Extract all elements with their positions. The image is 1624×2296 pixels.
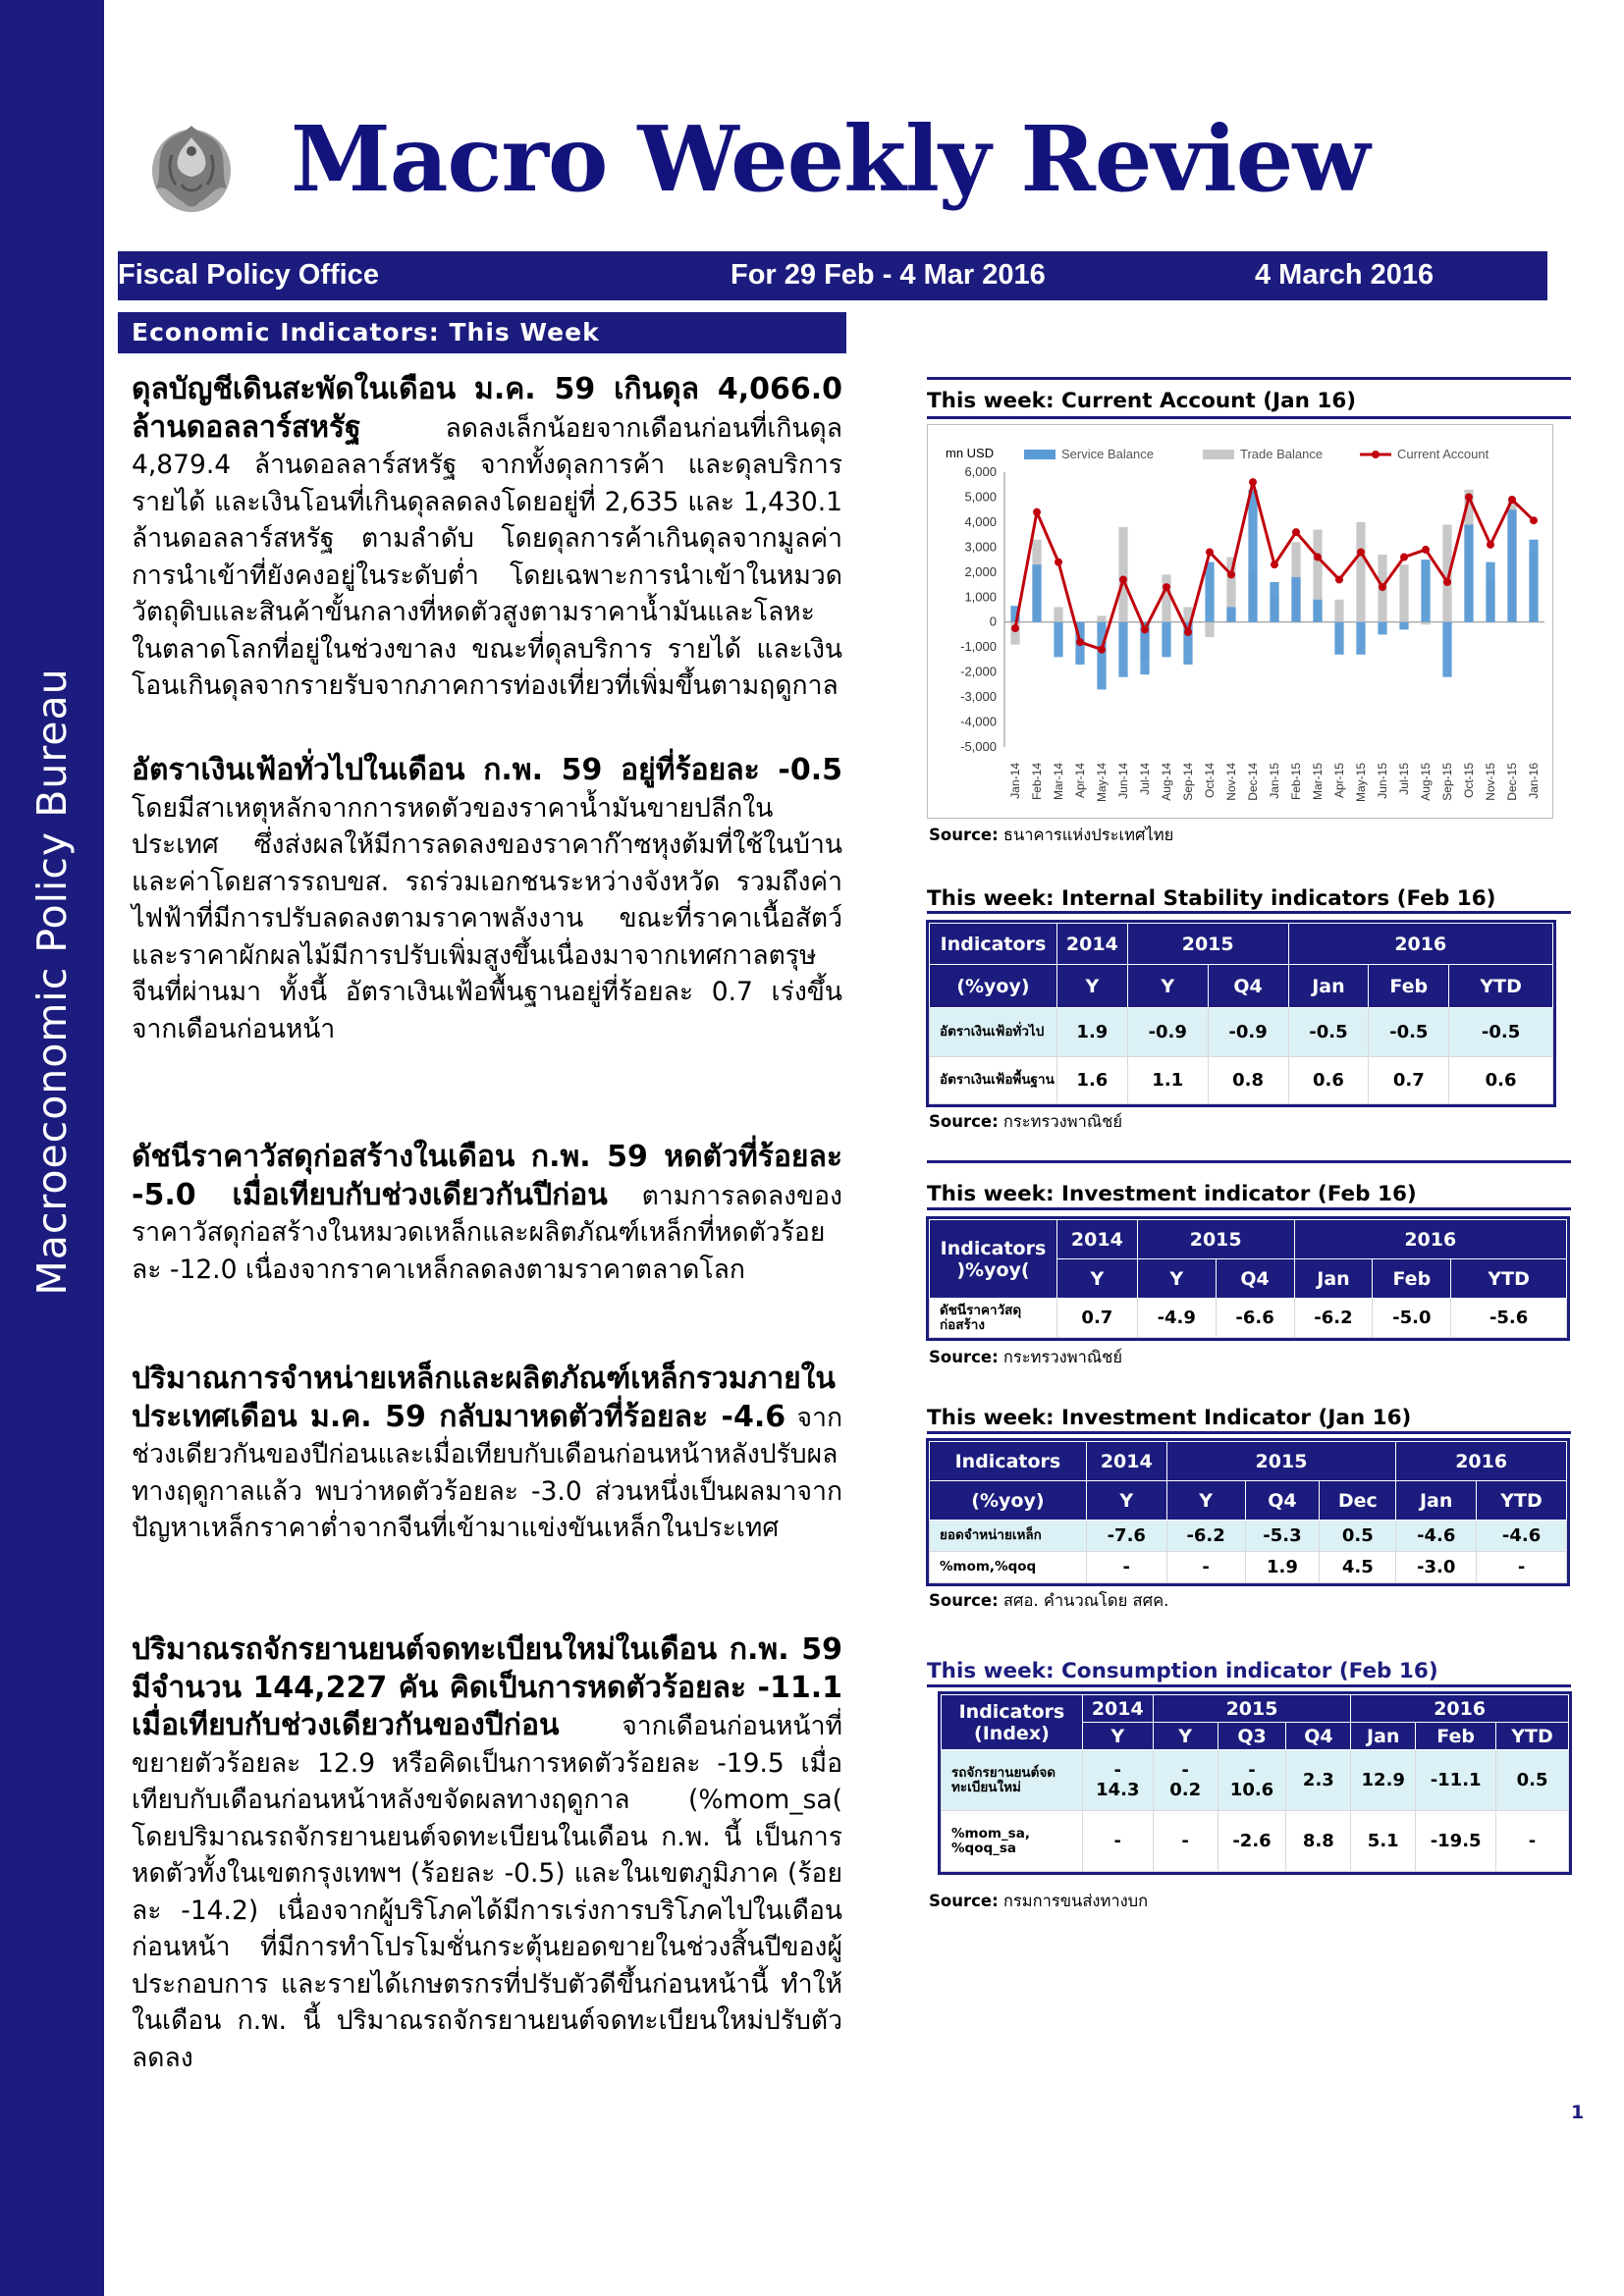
bar-service-balance bbox=[1270, 582, 1278, 622]
table-cell: - 10.6 bbox=[1218, 1750, 1286, 1811]
y-tick-label: 5,000 bbox=[964, 489, 997, 505]
point-current-account bbox=[1271, 561, 1278, 568]
table-header: 2014 bbox=[1082, 1695, 1153, 1723]
point-current-account bbox=[1314, 554, 1322, 561]
row-label: รถจักรยานยนต์จดทะเบียนใหม่ bbox=[942, 1750, 1083, 1811]
point-current-account bbox=[1011, 624, 1019, 632]
y-tick-label: 6,000 bbox=[964, 464, 997, 479]
table-cell: -4.6 bbox=[1477, 1521, 1567, 1552]
table-cell: -19.5 bbox=[1416, 1811, 1496, 1872]
table-header: Indicators (Index) bbox=[942, 1695, 1083, 1750]
point-current-account bbox=[1400, 554, 1408, 561]
table-header: Q4 bbox=[1245, 1481, 1320, 1521]
point-current-account bbox=[1033, 508, 1041, 516]
bar-trade-balance bbox=[1334, 600, 1343, 622]
table-cell: 0.6 bbox=[1449, 1057, 1553, 1104]
paragraph-construction bbox=[132, 1139, 842, 1288]
y-tick-label: -4,000 bbox=[960, 714, 997, 729]
indicators-heading: Economic Indicators: This Week bbox=[118, 312, 846, 353]
table-cell: 1.9 bbox=[1245, 1552, 1320, 1583]
table-header: Q4 bbox=[1286, 1723, 1351, 1750]
table-header: Indicators )%yoy( bbox=[930, 1220, 1057, 1299]
table-header: YTD bbox=[1449, 965, 1553, 1008]
table-row bbox=[942, 1750, 1569, 1811]
legend-label-trade: Trade Balance bbox=[1240, 447, 1324, 461]
bar-service-balance bbox=[1442, 622, 1451, 677]
bar-service-balance bbox=[1205, 562, 1214, 622]
investment1-table bbox=[929, 1219, 1567, 1338]
paragraph-body: ตามการลดลงของราคาวัสดุก่อสร้างในหมวดเหล็กและผลิตภัณฑ์เหล็กที่หดตัวร้อยละ -12.0 เนื่องจากราคาเหล็กลดลงตามราคาตลาดโลก bbox=[132, 1180, 842, 1285]
table-cell: -0.9 bbox=[1208, 1008, 1288, 1057]
x-tick-label: Nov-14 bbox=[1224, 763, 1238, 801]
x-tick-label: Oct-14 bbox=[1203, 763, 1217, 799]
table-header: YTD bbox=[1451, 1259, 1567, 1299]
bar-service-balance bbox=[1529, 540, 1538, 622]
table-header: Y bbox=[1056, 1259, 1137, 1299]
x-tick-label: Aug-15 bbox=[1419, 763, 1433, 801]
bar-service-balance bbox=[1313, 600, 1322, 622]
y-axis-label: mn USD bbox=[946, 446, 995, 460]
table-row bbox=[930, 1521, 1567, 1552]
point-current-account bbox=[1249, 478, 1257, 486]
table-header: Y bbox=[1127, 965, 1208, 1008]
chart-section-title: This week: Current Account (Jan 16) bbox=[927, 389, 1357, 413]
x-tick-label: Dec-15 bbox=[1505, 763, 1519, 801]
point-current-account bbox=[1055, 559, 1062, 566]
point-current-account bbox=[1163, 583, 1170, 591]
y-tick-label: 2,000 bbox=[964, 563, 997, 579]
table-cell: 0.6 bbox=[1288, 1057, 1369, 1104]
table-header: Q3 bbox=[1218, 1723, 1286, 1750]
table-header: Y bbox=[1082, 1723, 1153, 1750]
table-header: 2014 bbox=[1086, 1442, 1166, 1481]
y-tick-label: -5,000 bbox=[960, 739, 997, 754]
point-current-account bbox=[1508, 496, 1516, 504]
point-current-account bbox=[1076, 638, 1084, 646]
y-tick-label: 3,000 bbox=[964, 539, 997, 555]
stability-source bbox=[929, 1109, 1122, 1135]
source-label: Source: bbox=[929, 1348, 999, 1366]
point-current-account bbox=[1335, 575, 1343, 583]
legend-label-service: Service Balance bbox=[1061, 447, 1154, 461]
x-tick-label: Oct-15 bbox=[1462, 763, 1476, 799]
y-tick-label: -1,000 bbox=[960, 639, 997, 655]
x-tick-label: Jan-15 bbox=[1268, 763, 1281, 799]
investment2-source bbox=[929, 1588, 1168, 1614]
point-current-account bbox=[1465, 493, 1473, 501]
y-tick-label: 0 bbox=[989, 614, 997, 629]
consumption-table bbox=[941, 1694, 1569, 1872]
paragraph-body: โดยมีสาเหตุหลักจากการหดตัวของราคาน้ำมันขายปลีกในประเทศ ซึ่งส่งผลให้มีการลดลงของราคาก๊าซหุงต้มที่ใช้ในบ้าน และค่าโดยสารรถบขส. รถร่วมเอกชนระหว่างจังหวัด รวมถึงค่าไฟฟ้าที่มีการปรับลดลงตามราคาพลังงาน ขณะที่ราคาเนื้อสัตว์และราคาผักผลไม้มีการปรับเพิ่มสูงขึ้นเนื่องมาจากเทศกาลตรุษจีนที่ผ่านมา ทั้งนี้ อัตราเงินเฟ้อพื้นฐานอยู่ที่ร้อยละ 0.7 เร่งขึ้นจากเดือนก่อนหน้า bbox=[132, 792, 842, 1044]
point-current-account bbox=[1379, 583, 1386, 591]
table-header: Y bbox=[1056, 965, 1127, 1008]
table-row bbox=[930, 1008, 1553, 1057]
table-header: Jan bbox=[1294, 1259, 1373, 1299]
section-divider bbox=[927, 1160, 1571, 1163]
bar-trade-balance bbox=[1162, 574, 1170, 621]
consumption-section-title: This week: Consumption indicator (Feb 16) bbox=[927, 1659, 1438, 1683]
point-current-account bbox=[1487, 541, 1494, 549]
section-divider bbox=[927, 1207, 1571, 1210]
table-header: (%yoy) bbox=[930, 1481, 1087, 1521]
x-tick-label: May-14 bbox=[1095, 763, 1109, 803]
table-header: Indicators bbox=[930, 924, 1057, 965]
legend-swatch-service bbox=[1024, 450, 1056, 459]
header-bar bbox=[118, 251, 1547, 300]
paragraph-body: จากช่วงเดียวกันของปีก่อนและเมื่อเทียบกับเดือนก่อนหน้าหลังปรับผลทางฤดูกาลแล้ว พบว่าหดตัวร้อยละ -3.0 ส่วนหนึ่งเป็นผลมาจากปัญหาเหล็กราคาต่ำจากจีนที่เข้ามาแข่งขันเหล็กในประเทศ bbox=[132, 1402, 842, 1543]
table-cell: - 14.3 bbox=[1082, 1750, 1153, 1811]
bar-service-balance bbox=[1378, 622, 1386, 635]
row-label: ยอดจำหน่ายเหล็ก bbox=[930, 1521, 1087, 1552]
stability-table bbox=[929, 923, 1553, 1104]
table-cell: -4.9 bbox=[1137, 1299, 1216, 1338]
table-header: Q4 bbox=[1216, 1259, 1294, 1299]
table-row bbox=[930, 1552, 1567, 1583]
table-cell: -6.2 bbox=[1166, 1521, 1245, 1552]
bar-service-balance bbox=[1248, 490, 1257, 622]
source-label: Source: bbox=[929, 826, 999, 844]
x-tick-label: Mar-15 bbox=[1311, 763, 1325, 801]
x-tick-label: Sep-15 bbox=[1440, 763, 1454, 801]
current-account-chart bbox=[927, 424, 1553, 819]
table-cell: 2.3 bbox=[1286, 1750, 1351, 1811]
bar-trade-balance bbox=[1097, 615, 1106, 621]
table-cell: -5.6 bbox=[1451, 1299, 1567, 1338]
page-number: 1 bbox=[1571, 2102, 1585, 2123]
table-cell: 0.5 bbox=[1496, 1750, 1569, 1811]
table-cell: 0.5 bbox=[1320, 1521, 1396, 1552]
table-header: 2014 bbox=[1056, 924, 1127, 965]
table-header: Feb bbox=[1416, 1723, 1496, 1750]
table-header: 2015 bbox=[1153, 1695, 1351, 1723]
bar-trade-balance bbox=[1421, 622, 1430, 625]
table-cell: 4.5 bbox=[1320, 1552, 1396, 1583]
x-tick-label: Jul-14 bbox=[1138, 763, 1152, 795]
paragraph-body: ลดลงเล็กน้อยจากเดือนก่อนที่เกินดุล 4,879.4 ล้านดอลลาร์สหรัฐ จากทั้งดุลการค้า และดุลบริการ รายได้ และเงินโอนที่เกินดุลลดลงโดยอยู่ที่ 2,635 และ 1,430.1 ล้านดอลลาร์สหรัฐ ตามลำดับ โดยดุลการค้าเกินดุลจากมูลค่าการนำเข้าที่ยังคงอยู่ในระดับต่ำ โดยเฉพาะการนำเข้าในหมวดวัตถุดิบและสินค้าขั้นกลางที่หดตัวสูงตามราคาน้ำมันและโลหะในตลาดโลกที่อยู่ในช่วงขาลง ขณะที่ดุลบริการ รายได้ และเงินโอนเกินดุลจากรายรับจากภาคการท่องเที่ยวที่เพิ่มขึ้นตามฤดูกาล bbox=[132, 412, 842, 701]
paragraph-lead: ดัชนีราคาวัสดุก่อสร้างในเดือน ก.พ. 59 หดตัวที่ร้อยละ -5.0 เมื่อเทียบกับช่วงเดียวกันปีก่อน bbox=[132, 1140, 842, 1212]
table-cell: -0.5 bbox=[1288, 1008, 1369, 1057]
table-header: Feb bbox=[1369, 965, 1449, 1008]
bar-service-balance bbox=[1118, 622, 1127, 677]
table-cell: -4.6 bbox=[1396, 1521, 1477, 1552]
paragraph-steel bbox=[132, 1361, 842, 1547]
table-cell: 0.8 bbox=[1208, 1057, 1288, 1104]
stability-section-title: This week: Internal Stability indicators (Feb 16) bbox=[927, 886, 1496, 911]
sidebar bbox=[0, 0, 104, 2296]
table-cell: 0.7 bbox=[1056, 1299, 1137, 1338]
table-header: Feb bbox=[1373, 1259, 1451, 1299]
table-row bbox=[930, 1299, 1567, 1338]
bar-service-balance bbox=[1399, 622, 1408, 630]
bar-service-balance bbox=[1334, 622, 1343, 655]
bar-service-balance bbox=[1097, 622, 1106, 690]
table-cell: 8.8 bbox=[1286, 1811, 1351, 1872]
section-divider bbox=[927, 911, 1571, 914]
x-tick-label: Apr-14 bbox=[1073, 763, 1087, 799]
bar-service-balance bbox=[1464, 524, 1473, 621]
source-text: กรมการขนส่งทางบก bbox=[998, 1892, 1149, 1910]
table-cell: -0.9 bbox=[1127, 1008, 1208, 1057]
point-current-account bbox=[1206, 548, 1214, 556]
x-tick-label: Jan-16 bbox=[1527, 763, 1541, 799]
x-tick-label: Apr-15 bbox=[1332, 763, 1346, 799]
table-cell: -0.5 bbox=[1369, 1008, 1449, 1057]
source-text: กระทรวงพาณิชย์ bbox=[998, 1112, 1123, 1131]
table-header: Dec bbox=[1320, 1481, 1396, 1521]
section-divider bbox=[927, 377, 1571, 380]
legend-marker-current bbox=[1372, 451, 1380, 458]
table-cell: 0.7 bbox=[1369, 1057, 1449, 1104]
bar-trade-balance bbox=[1054, 607, 1062, 621]
investment1-source bbox=[929, 1345, 1122, 1370]
bar-service-balance bbox=[1486, 562, 1494, 622]
table-cell: 1.9 bbox=[1056, 1008, 1127, 1057]
x-tick-label: Jan-14 bbox=[1008, 763, 1022, 799]
bar-service-balance bbox=[1226, 607, 1235, 621]
chart-source bbox=[929, 823, 1173, 848]
report-date: 4 March 2016 bbox=[1255, 259, 1435, 291]
table-cell: 12.9 bbox=[1351, 1750, 1416, 1811]
table-header: YTD bbox=[1477, 1481, 1567, 1521]
table-cell: 5.1 bbox=[1351, 1811, 1416, 1872]
bar-trade-balance bbox=[1205, 622, 1214, 637]
table-header: 2015 bbox=[1127, 924, 1288, 965]
paragraph-lead: ปริมาณการจำหน่ายเหล็กและผลิตภัณฑ์เหล็กรวมภายในประเทศเดือน ม.ค. 59 กลับมาหดตัวที่ร้อยละ -4.6 bbox=[132, 1362, 836, 1434]
table-cell: - bbox=[1082, 1811, 1153, 1872]
table-cell: -5.3 bbox=[1245, 1521, 1320, 1552]
bar-service-balance bbox=[1421, 560, 1430, 622]
paragraph-current-account bbox=[132, 371, 842, 705]
paragraph-inflation bbox=[132, 752, 842, 1047]
consumption-source bbox=[929, 1889, 1148, 1914]
point-current-account bbox=[1530, 516, 1538, 524]
table-row bbox=[930, 1057, 1553, 1104]
investment2-table bbox=[929, 1441, 1567, 1583]
x-tick-label: Jun-14 bbox=[1116, 763, 1130, 799]
report-period: For 29 Feb - 4 Mar 2016 bbox=[731, 259, 1046, 291]
x-tick-label: Sep-14 bbox=[1181, 763, 1195, 801]
x-tick-label: Mar-14 bbox=[1052, 763, 1065, 801]
table-header: Y bbox=[1086, 1481, 1166, 1521]
bar-trade-balance bbox=[1356, 522, 1365, 622]
table-cell: -3.0 bbox=[1396, 1552, 1477, 1583]
table-header: 2016 bbox=[1294, 1220, 1566, 1259]
table-cell: 1.6 bbox=[1056, 1057, 1127, 1104]
bar-trade-balance bbox=[1399, 564, 1408, 622]
investment2-section-title: This week: Investment Indicator (Jan 16) bbox=[927, 1406, 1412, 1430]
point-current-account bbox=[1141, 625, 1149, 633]
table-cell: -6.6 bbox=[1216, 1299, 1294, 1338]
table-header: 2014 bbox=[1056, 1220, 1137, 1259]
table-cell: 1.1 bbox=[1127, 1057, 1208, 1104]
chart-svg bbox=[928, 425, 1552, 818]
legend-label-current: Current Account bbox=[1397, 447, 1489, 461]
source-label: Source: bbox=[929, 1112, 999, 1131]
row-label: %mom_sa, %qoq_sa bbox=[942, 1811, 1083, 1872]
y-tick-label: 4,000 bbox=[964, 513, 997, 529]
y-tick-label: -3,000 bbox=[960, 689, 997, 705]
source-text: ธนาคารแห่งประเทศไทย bbox=[998, 826, 1174, 844]
point-current-account bbox=[1227, 570, 1235, 578]
table-header: Y bbox=[1153, 1723, 1218, 1750]
x-tick-label: Jul-15 bbox=[1397, 763, 1411, 795]
source-text: กระทรวงพาณิชย์ bbox=[998, 1348, 1123, 1366]
row-label: ดัชนีราคาวัสดุก่อสร้าง bbox=[930, 1299, 1057, 1338]
y-tick-label: 1,000 bbox=[964, 589, 997, 605]
paragraph-lead: ปริมาณรถจักรยานยนต์จดทะเบียนใหม่ในเดือน ก.พ. 59 มีจำนวน 144,227 คัน คิดเป็นการหดตัวร้อยละ -11.1 เมื่อเทียบกับช่วงเดียวกันของปีก่อน bbox=[132, 1632, 842, 1742]
bar-service-balance bbox=[1507, 509, 1516, 622]
table-cell: -2.6 bbox=[1218, 1811, 1286, 1872]
table-header: Jan bbox=[1351, 1723, 1416, 1750]
source-label: Source: bbox=[929, 1591, 999, 1610]
x-tick-label: Dec-14 bbox=[1246, 763, 1260, 801]
table-header: YTD bbox=[1496, 1723, 1569, 1750]
table-cell: - bbox=[1496, 1811, 1569, 1872]
page-title: Macro Weekly Review bbox=[291, 106, 1370, 212]
table-header: 2016 bbox=[1288, 924, 1552, 965]
point-current-account bbox=[1422, 546, 1430, 554]
emblem-logo-icon bbox=[142, 116, 241, 218]
table-header: 2016 bbox=[1396, 1442, 1567, 1481]
table-header: Y bbox=[1137, 1259, 1216, 1299]
table-row bbox=[942, 1811, 1569, 1872]
table-cell: -6.2 bbox=[1294, 1299, 1373, 1338]
table-header: Q4 bbox=[1208, 965, 1288, 1008]
point-current-account bbox=[1119, 575, 1127, 583]
bar-service-balance bbox=[1291, 577, 1300, 622]
table-cell: - bbox=[1086, 1552, 1166, 1583]
bar-service-balance bbox=[1356, 622, 1365, 655]
bar-trade-balance bbox=[1118, 527, 1127, 622]
table-header: Indicators bbox=[930, 1442, 1087, 1481]
bar-service-balance bbox=[1162, 622, 1170, 658]
point-current-account bbox=[1357, 548, 1365, 556]
source-text: สศอ. คำนวณโดย สศค. bbox=[998, 1591, 1169, 1610]
section-divider bbox=[927, 416, 1571, 419]
table-header: Jan bbox=[1396, 1481, 1477, 1521]
table-header: Y bbox=[1166, 1481, 1245, 1521]
org-name: Fiscal Policy Office bbox=[118, 259, 379, 291]
table-cell: - 0.2 bbox=[1153, 1750, 1218, 1811]
table-header: Jan bbox=[1288, 965, 1369, 1008]
legend-swatch-trade bbox=[1203, 450, 1234, 459]
table-cell: -11.1 bbox=[1416, 1750, 1496, 1811]
paragraph-lead: ดุลบัญชีเดินสะพัดในเดือน ม.ค. 59 เกินดุล 4,066.0 ล้านดอลลาร์สหรัฐ bbox=[132, 372, 842, 445]
x-tick-label: Jun-15 bbox=[1376, 763, 1389, 799]
section-divider bbox=[927, 1431, 1571, 1434]
table-cell: - bbox=[1166, 1552, 1245, 1583]
row-label: อัตราเงินเฟ้อพื้นฐาน bbox=[930, 1057, 1057, 1104]
row-label: %mom,%qoq bbox=[930, 1552, 1087, 1583]
point-current-account bbox=[1292, 528, 1300, 536]
table-header: (%yoy) bbox=[930, 965, 1057, 1008]
table-cell: - bbox=[1477, 1552, 1567, 1583]
y-tick-label: -2,000 bbox=[960, 664, 997, 679]
paragraph-body: จากเดือนก่อนหน้าที่ขยายตัวร้อยละ 12.9 หรือคิดเป็นการหดตัวร้อยละ -19.5 เมื่อเทียบกับเดือนก่อนหน้าหลังขจัดผลทางฤดูกาล (%mom_sa( โดยปริมาณรถจักรยานยนต์จดทะเบียนในเดือน ก.พ. นี้ เป็นการหดตัวทั้งในเขตกรุงเทพฯ (ร้อยละ -0.5) และในเขตภูมิภาค (ร้อยละ -14.2) เนื่องจากผู้บริโภคได้มีการเร่งการบริโภคไปในเดือนก่อนหน้า ที่มีการทำโปรโมชั่นกระตุ้นยอดขายในช่วงสิ้นปีของผู้ประกอบการ และรายได้เกษตรกรที่ปรับตัวดีขึ้นก่อนหน้านี้ ทำให้ในเดือน ก.พ. นี้ ปริมาณรถจักรยานยนต์จดทะเบียนใหม่ปรับตัวลดลง bbox=[132, 1711, 842, 2073]
x-tick-label: Aug-14 bbox=[1160, 763, 1173, 801]
table-cell: -5.0 bbox=[1373, 1299, 1451, 1338]
table-header: 2016 bbox=[1351, 1695, 1569, 1723]
row-label: อัตราเงินเฟ้อทั่วไป bbox=[930, 1008, 1057, 1057]
bar-service-balance bbox=[1032, 564, 1041, 622]
x-tick-label: May-15 bbox=[1354, 763, 1368, 803]
table-cell: -7.6 bbox=[1086, 1521, 1166, 1552]
bar-service-balance bbox=[1054, 622, 1062, 658]
point-current-account bbox=[1443, 578, 1451, 586]
investment1-section-title: This week: Investment indicator (Feb 16) bbox=[927, 1182, 1417, 1206]
table-header: 2015 bbox=[1166, 1442, 1396, 1481]
x-tick-label: Feb-14 bbox=[1030, 763, 1044, 801]
table-header: 2015 bbox=[1137, 1220, 1294, 1259]
paragraph-lead: อัตราเงินเฟ้อทั่วไปในเดือน ก.พ. 59 อยู่ที่ร้อยละ -0.5 bbox=[132, 753, 842, 787]
chart-legend bbox=[1024, 447, 1489, 461]
table-cell: -0.5 bbox=[1449, 1008, 1553, 1057]
paragraph-motorcycle bbox=[132, 1631, 842, 2076]
x-tick-label: Feb-15 bbox=[1289, 763, 1303, 801]
source-label: Source: bbox=[929, 1892, 999, 1910]
table-cell: - bbox=[1153, 1811, 1218, 1872]
section-divider bbox=[927, 1684, 1571, 1687]
point-current-account bbox=[1184, 628, 1192, 636]
x-tick-label: Nov-15 bbox=[1484, 763, 1497, 801]
point-current-account bbox=[1098, 646, 1106, 654]
sidebar-title: Macroeconomic Policy Bureau bbox=[28, 667, 76, 1296]
